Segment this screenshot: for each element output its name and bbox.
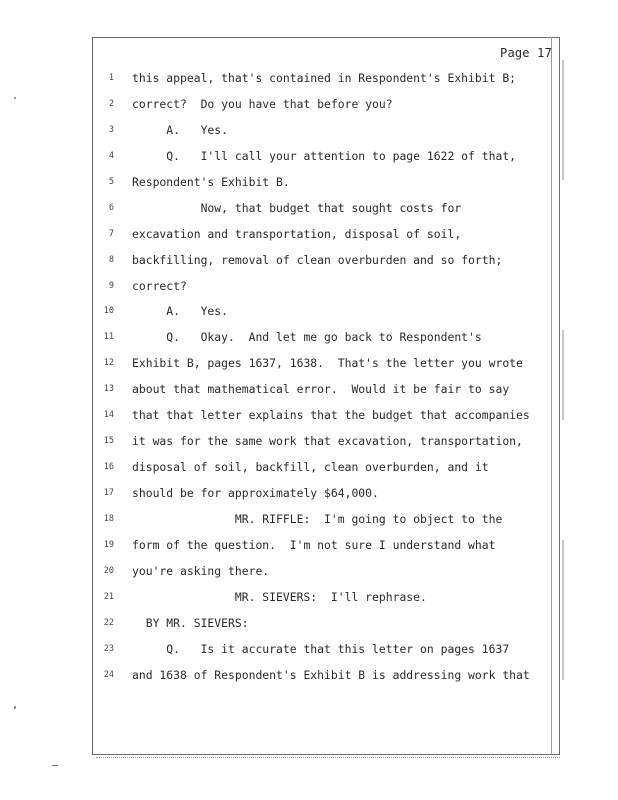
line-text: and 1638 of Respondent's Exhibit B is addressing work that bbox=[132, 667, 530, 682]
transcript-line bbox=[100, 355, 550, 381]
edge-scan-artifact bbox=[562, 60, 564, 180]
line-number: 23 bbox=[103, 643, 114, 654]
line-number: 9 bbox=[108, 280, 114, 291]
line-text: Q. I'll call your attention to page 1622 of that, bbox=[132, 148, 517, 163]
line-text: about that mathematical error. Would it be fair to say bbox=[132, 382, 510, 397]
transcript-line bbox=[100, 96, 550, 122]
line-number: 21 bbox=[103, 591, 114, 602]
scan-speck bbox=[52, 765, 58, 766]
transcript-line bbox=[100, 122, 550, 148]
line-number: 12 bbox=[103, 358, 114, 369]
line-number: 14 bbox=[103, 410, 114, 421]
line-number: 1 bbox=[108, 73, 114, 83]
transcript-line bbox=[100, 148, 550, 174]
line-text: Now, that budget that sought costs for bbox=[132, 200, 462, 215]
page-number-label: Page 17 bbox=[500, 46, 552, 60]
line-text: disposal of soil, backfill, clean overburden, and it bbox=[132, 460, 489, 475]
line-number: 20 bbox=[103, 565, 114, 576]
line-text: backfilling, removal of clean overburden and so forth; bbox=[132, 252, 503, 267]
transcript-line bbox=[100, 615, 550, 641]
line-text: excavation and transportation, disposal of soil, bbox=[132, 226, 462, 241]
transcript-line bbox=[100, 200, 550, 226]
transcript-line bbox=[100, 226, 550, 252]
transcript-line bbox=[100, 537, 550, 563]
transcript-line bbox=[100, 252, 550, 278]
transcript-line bbox=[100, 70, 550, 96]
line-number: 24 bbox=[103, 669, 114, 680]
line-text: Exhibit B, pages 1637, 1638. That's the letter you wrote bbox=[132, 356, 523, 371]
line-text: MR. SIEVERS: I'll rephrase. bbox=[132, 589, 427, 604]
line-text: MR. RIFFLE: I'm going to object to the bbox=[132, 511, 503, 526]
line-number: 15 bbox=[103, 436, 114, 447]
line-text: A. Yes. bbox=[132, 304, 229, 319]
scan-speck bbox=[14, 706, 16, 709]
line-number: 11 bbox=[103, 332, 114, 343]
transcript-line bbox=[100, 303, 550, 329]
edge-scan-artifact bbox=[562, 540, 564, 680]
line-number: 16 bbox=[103, 462, 114, 473]
line-text: correct? Do you have that before you? bbox=[132, 96, 393, 111]
line-text: this appeal, that's contained in Respondent's Exhibit B; bbox=[132, 71, 517, 85]
transcript-line bbox=[100, 641, 550, 667]
line-text: Respondent's Exhibit B. bbox=[132, 174, 290, 189]
transcript-line bbox=[100, 667, 550, 693]
line-number: 19 bbox=[103, 539, 114, 550]
transcript-line bbox=[100, 174, 550, 200]
transcript-line bbox=[100, 563, 550, 589]
line-number: 10 bbox=[103, 306, 114, 317]
scan-speck bbox=[14, 97, 16, 99]
transcript-line bbox=[100, 329, 550, 355]
line-number: 4 bbox=[108, 150, 114, 161]
edge-scan-artifact bbox=[562, 330, 564, 420]
transcript-line bbox=[100, 459, 550, 485]
line-number: 18 bbox=[103, 513, 114, 524]
transcript-line bbox=[100, 433, 550, 459]
line-number: 7 bbox=[108, 228, 114, 239]
transcript-line bbox=[100, 589, 550, 615]
transcript-line bbox=[100, 407, 550, 433]
line-text: form of the question. I'm not sure I understand what bbox=[132, 537, 496, 552]
line-text: A. Yes. bbox=[132, 122, 229, 137]
right-margin-rule bbox=[551, 37, 552, 755]
transcript-body bbox=[100, 70, 550, 693]
line-text: it was for the same work that excavation, transportation, bbox=[132, 434, 523, 449]
line-number: 22 bbox=[103, 617, 114, 628]
transcript-line bbox=[100, 278, 550, 304]
line-number: 2 bbox=[108, 98, 114, 109]
line-text: you're asking there. bbox=[132, 563, 270, 578]
line-number: 13 bbox=[103, 384, 114, 395]
line-text: correct? bbox=[132, 278, 187, 293]
line-text: Q. Is it accurate that this letter on pages 1637 bbox=[132, 641, 510, 656]
line-number: 5 bbox=[108, 176, 114, 187]
line-text: that that letter explains that the budget that accompanies bbox=[132, 408, 530, 423]
line-text: should be for approximately $64,000. bbox=[132, 486, 379, 500]
line-text: BY MR. SIEVERS: bbox=[132, 615, 249, 630]
transcript-line bbox=[100, 511, 550, 537]
line-number: 8 bbox=[108, 254, 114, 265]
line-number: 3 bbox=[108, 124, 114, 135]
transcript-line bbox=[100, 485, 550, 511]
line-number: 6 bbox=[108, 202, 114, 213]
line-text: Q. Okay. And let me go back to Respondent's bbox=[132, 330, 482, 345]
transcript-line bbox=[100, 381, 550, 407]
line-number: 17 bbox=[103, 488, 114, 498]
bottom-scan-artifact bbox=[96, 757, 560, 760]
